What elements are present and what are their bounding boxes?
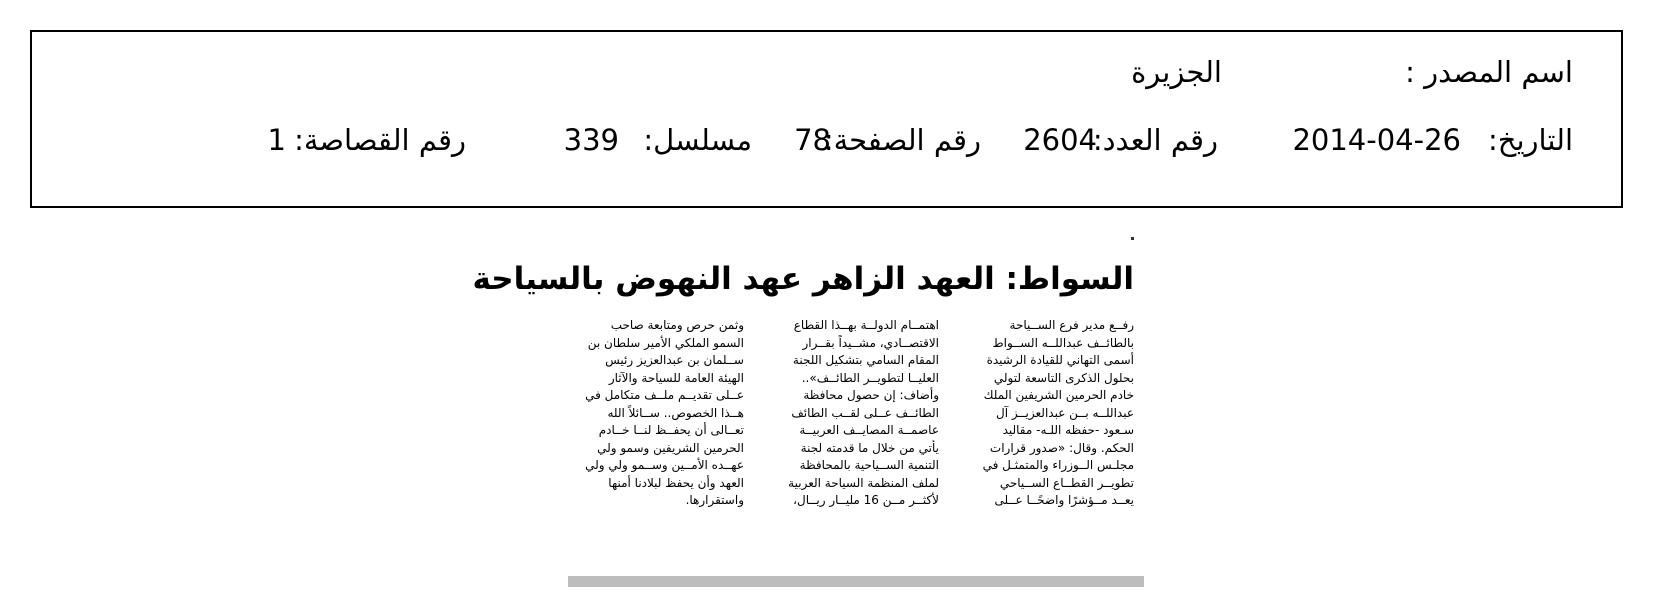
- column-line: أسمى التهاني للقيادة الرشيدة: [986, 353, 1134, 367]
- article-column-3: [564, 317, 744, 510]
- issue-label: رقم العدد:: [1092, 123, 1218, 157]
- column-line: الحكم. وقال: «صدور قرارات: [989, 440, 1134, 455]
- column-line: يعــد مــؤشرًا واضحًــا عــلى: [994, 493, 1134, 507]
- article-column-1: [954, 317, 1134, 510]
- issue-value: 2604: [1023, 123, 1097, 157]
- column-line: وثمن حرص ومتابعة صاحب: [610, 318, 744, 332]
- source-label: اسم المصدر :: [1405, 55, 1573, 89]
- column-line: وأضاف: إن حصول محافظة: [803, 388, 939, 402]
- column-line: هــذا الخصوص.. ســائلاً الله: [607, 405, 744, 420]
- column-line: العهد وأن يحفظ لبلادنا أمنها: [608, 475, 744, 490]
- serial-label: مسلسل:: [643, 123, 752, 157]
- article-column-2: [759, 317, 939, 510]
- print-mark: [1131, 237, 1134, 240]
- column-line: ســلمان بن عبدالعزيز رئيس: [605, 353, 744, 367]
- column-line: مجلـس الــوزراء والمتمثـل في: [982, 458, 1134, 472]
- page-label: رقم الصفحة:: [823, 123, 981, 157]
- column-line: الهيئة العامة للسياحة والآثار: [608, 370, 744, 385]
- column-line: تعــالى أن يحفــظ لنــا خــادم: [598, 423, 744, 437]
- column-line: عــلى تقديــم ملــف متكامل في: [585, 388, 744, 402]
- column-line: واستقرارها.: [685, 493, 744, 507]
- column-line: عهــده الأمــين وســمو ولي ولي: [585, 458, 744, 472]
- column-line: الحرمين الشريفين وسمو ولي: [597, 440, 744, 455]
- metadata-header-box: [30, 30, 1623, 208]
- column-line: عاصمــة المصايــف العربيــة: [799, 423, 939, 437]
- bottom-gray-rule: [568, 576, 1144, 587]
- column-line: رفــع مدير فرع الســياحة: [1009, 318, 1134, 332]
- column-line: عبداللــه بــن عبدالعزيــز آل: [996, 405, 1134, 420]
- column-line: الاقتصــادي، مشــيداً بقــرار: [802, 335, 939, 350]
- column-line: السمو الملكي الأمير سلطان بن: [587, 335, 744, 350]
- article-headline: السواط: العهد الزاهر عهد النهوض بالسياحة: [472, 261, 1134, 297]
- column-line: يأتي من خلال ما قدمته لجنة: [800, 440, 939, 455]
- column-line: خادم الحرمين الشريفين الملك: [983, 388, 1134, 402]
- column-line: اهتمــام الدولــة بهــذا القطاع: [793, 318, 939, 332]
- column-line: العليــا لتطويــر الطائــف»..: [801, 370, 939, 385]
- column-line: لأكثــر مــن 16 مليــار ريــال،: [793, 493, 939, 507]
- column-line: لملف المنظمة السياحة العربية: [788, 475, 939, 490]
- column-line: تطويــر القطــاع الســياحي: [999, 475, 1134, 490]
- clip-value: 1: [267, 123, 286, 157]
- column-line: الطائــف عــلى لقــب الطائف: [791, 405, 939, 420]
- column-line: سـعود -حفظه اللـه- مقاليد: [1002, 423, 1134, 437]
- page-value: 78: [794, 123, 831, 157]
- column-line: المقام السامي بتشكيل اللجنة: [792, 353, 939, 367]
- source-value: الجزيرة: [1131, 55, 1222, 89]
- newspaper-clipping: [472, 232, 1144, 592]
- date-value: 2014-04-26: [1292, 123, 1461, 157]
- column-line: بحلول الذكرى التاسعة لتولي: [993, 370, 1134, 385]
- column-line: بالطائــف عبداللــه الســواط: [992, 335, 1134, 350]
- clip-label: رقم القصاصة:: [294, 123, 466, 157]
- column-line: التنمية الســياحية بالمحافظة: [799, 458, 939, 472]
- serial-value: 339: [563, 123, 619, 157]
- date-label: التاريخ:: [1487, 123, 1573, 157]
